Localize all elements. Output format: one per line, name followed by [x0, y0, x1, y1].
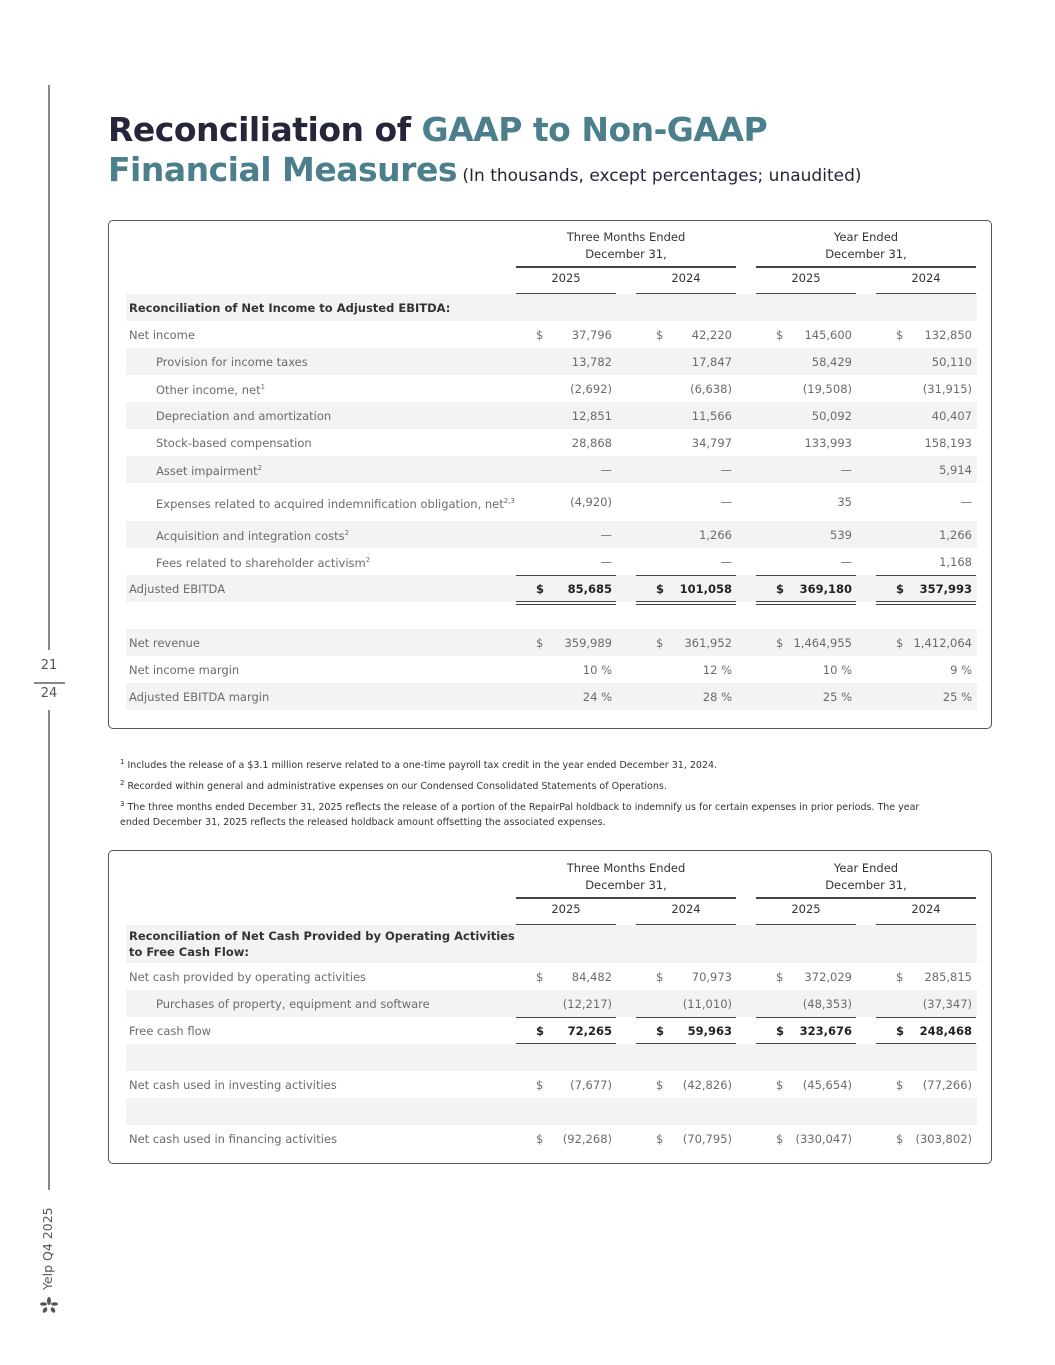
- spacer-row: [126, 602, 977, 629]
- dollar-sign: $: [656, 327, 664, 342]
- cell-value: 323,676: [799, 1023, 852, 1038]
- dollar-sign: $: [776, 635, 784, 650]
- cell-value: 357,993: [919, 581, 972, 596]
- section-header-row: [126, 294, 977, 321]
- value-cell: [756, 521, 856, 548]
- cell-value: 132,850: [924, 327, 972, 342]
- cell-value: —: [600, 554, 612, 569]
- row-label: [126, 525, 516, 544]
- footnote-number: 2: [120, 779, 125, 787]
- table-row: [126, 683, 977, 710]
- footnote-number: 1: [120, 758, 125, 766]
- value-cell: [636, 548, 736, 575]
- value-cell: [516, 1125, 616, 1152]
- value-cell: [756, 402, 856, 429]
- row-label-text: Net cash provided by operating activities: [129, 969, 367, 984]
- cell-value: —: [600, 462, 612, 477]
- cell-value: —: [720, 462, 732, 477]
- table-row: [126, 990, 977, 1017]
- table-row: [126, 656, 977, 683]
- row-label: [126, 1023, 516, 1039]
- cell-value: (92,268): [562, 1131, 612, 1146]
- cell-value: (31,915): [922, 381, 972, 396]
- dollar-sign: $: [536, 969, 544, 984]
- value-cell: [516, 483, 616, 521]
- header-year: 2024: [911, 902, 941, 916]
- footnote-text: The three months ended December 31, 2025 reflects the release of a portion of the RepairPal holdback to indemnify us for certain expenses in prior periods. The year ended December 31, 2025 reflects the released holdback amount offsetting the associated expenses.: [120, 802, 920, 829]
- value-cell: [516, 375, 616, 402]
- header-year: 2025: [791, 271, 821, 285]
- row-label-text: Other income, net: [156, 382, 261, 397]
- value-cell: [636, 1071, 736, 1098]
- row-label-text: Net income margin: [129, 662, 240, 677]
- dollar-sign: $: [896, 1077, 904, 1092]
- free-cash-flow-reconciliation-table: [108, 850, 992, 1164]
- value-cell: [756, 375, 856, 402]
- table-row: [126, 963, 977, 990]
- value-cell: [636, 629, 736, 656]
- header-three-months-line1: Three Months Ended: [566, 861, 686, 875]
- value-cell: [876, 521, 976, 548]
- cell-value: 361,952: [684, 635, 732, 650]
- table-row: [126, 375, 977, 402]
- footnote: [120, 776, 940, 794]
- value-cell: [636, 683, 736, 710]
- cell-value: (77,266): [922, 1077, 972, 1092]
- table-row: [126, 483, 977, 521]
- side-rule-top: [48, 85, 50, 650]
- value-cell: [876, 963, 976, 990]
- brand-label: Yelp Q4 2025: [40, 1207, 55, 1290]
- cell-value: 158,193: [924, 435, 972, 450]
- dollar-sign: $: [536, 635, 544, 650]
- value-cell: [516, 683, 616, 710]
- value-cell: [516, 321, 616, 348]
- footnote-text: Includes the release of a $3.1 million reserve related to a one-time payroll tax credit in the year ended December 31, 2024.: [124, 760, 718, 772]
- cell-value: (12,217): [562, 996, 612, 1011]
- row-label-text: Reconciliation of Net Income to Adjusted EBITDA:: [129, 300, 451, 315]
- value-cell: [756, 990, 856, 1017]
- header-year-ended: [756, 229, 976, 263]
- cell-value: 28,868: [571, 435, 612, 450]
- value-cell: [756, 321, 856, 348]
- cell-value: —: [840, 462, 852, 477]
- cell-value: —: [600, 527, 612, 542]
- cell-value: 85,685: [567, 581, 612, 596]
- value-cell: [516, 402, 616, 429]
- cell-value: 359,989: [564, 635, 612, 650]
- row-label-text: Adjusted EBITDA margin: [129, 689, 270, 704]
- value-cell: [756, 456, 856, 483]
- row-label: [126, 354, 516, 370]
- value-cell: [756, 656, 856, 683]
- row-label-text: Net income: [129, 327, 195, 342]
- cell-value: (303,802): [915, 1131, 972, 1146]
- dollar-sign: $: [896, 635, 904, 650]
- value-cell: [516, 990, 616, 1017]
- cell-value: 1,412,064: [913, 635, 972, 650]
- row-label-text: Asset impairment: [156, 463, 258, 478]
- cell-value: 58,429: [811, 354, 852, 369]
- dollar-sign: $: [896, 327, 904, 342]
- value-cell: [636, 1017, 736, 1047]
- cell-value: 37,796: [571, 327, 612, 342]
- value-cell: [636, 483, 736, 521]
- dollar-sign: $: [896, 1023, 905, 1038]
- group-underline: [756, 897, 976, 899]
- footnote: [120, 755, 940, 773]
- cell-value: 101,058: [679, 581, 732, 596]
- cell-value: (330,047): [795, 1131, 852, 1146]
- cell-value: 42,220: [691, 327, 732, 342]
- cell-value: 50,092: [811, 408, 852, 423]
- cell-value: 539: [830, 527, 852, 542]
- yelp-burst-icon: [40, 1297, 58, 1313]
- cell-value: (19,508): [802, 381, 852, 396]
- ebitda-reconciliation-table: [108, 220, 992, 729]
- value-cell: [876, 629, 976, 656]
- value-cell: [756, 548, 856, 575]
- row-label-text: Fees related to shareholder activism: [156, 555, 366, 570]
- cell-value: (37,347): [922, 996, 972, 1011]
- row-label: [126, 327, 516, 343]
- cell-value: 84,482: [571, 969, 612, 984]
- title-part-1: Reconciliation of: [108, 110, 422, 149]
- section-header-row: [126, 925, 977, 963]
- row-label: [126, 662, 516, 678]
- footnote-ref: 2,3: [503, 496, 515, 505]
- value-cell: [876, 575, 976, 605]
- cell-value: 372,029: [804, 969, 852, 984]
- table-row: [126, 321, 977, 348]
- cell-value: —: [720, 495, 732, 509]
- dollar-sign: $: [656, 1131, 664, 1146]
- value-cell: [876, 1125, 976, 1152]
- dollar-sign: $: [776, 1023, 785, 1038]
- row-label-text: Purchases of property, equipment and software: [156, 996, 430, 1011]
- value-cell: [636, 402, 736, 429]
- row-label-text: Net cash used in financing activities: [129, 1131, 338, 1146]
- table-row: [126, 402, 977, 429]
- row-label: [126, 689, 516, 705]
- cell-value: 11,566: [691, 408, 732, 423]
- value-cell: [876, 1071, 976, 1098]
- cell-value: 24 %: [582, 689, 612, 704]
- table-row: [126, 575, 977, 602]
- side-rule-bottom: [48, 710, 50, 1190]
- value-cell: [756, 1017, 856, 1047]
- header-year: 2025: [551, 902, 581, 916]
- dollar-sign: $: [536, 581, 545, 596]
- value-cell: [636, 990, 736, 1017]
- cell-value: (11,010): [682, 996, 732, 1011]
- cell-value: 25 %: [822, 689, 852, 704]
- value-cell: [516, 548, 616, 575]
- header-year-ended-line2: December 31,: [825, 878, 907, 892]
- cell-value: (45,654): [802, 1077, 852, 1092]
- cell-value: 12 %: [702, 662, 732, 677]
- header-year: 2024: [671, 271, 701, 285]
- value-cell: [756, 683, 856, 710]
- value-cell: [516, 348, 616, 375]
- value-cell: [636, 521, 736, 548]
- row-label: [126, 1131, 516, 1147]
- cell-value: (70,795): [682, 1131, 732, 1146]
- value-cell: [756, 348, 856, 375]
- value-cell: [636, 963, 736, 990]
- value-cell: [876, 348, 976, 375]
- spacer-row: [126, 1044, 977, 1071]
- row-label-text: Free cash flow: [129, 1023, 212, 1038]
- dollar-sign: $: [896, 581, 905, 596]
- table-row: [126, 521, 977, 548]
- cell-value: (6,638): [690, 381, 732, 396]
- value-cell: [756, 429, 856, 456]
- cell-value: (48,353): [802, 996, 852, 1011]
- page-number: 21: [40, 658, 58, 673]
- header-year: 2024: [911, 271, 941, 285]
- row-label-text: Stock-based compensation: [156, 435, 312, 450]
- header-year-ended: [756, 860, 976, 894]
- table-row: [126, 456, 977, 483]
- cell-value: 285,815: [924, 969, 972, 984]
- row-label-text: Expenses related to acquired indemnification obligation, net: [156, 496, 504, 511]
- group-underline: [756, 266, 976, 268]
- cell-value: 59,963: [687, 1023, 732, 1038]
- value-cell: [876, 321, 976, 348]
- value-cell: [516, 456, 616, 483]
- row-label: [126, 635, 516, 651]
- value-cell: [756, 483, 856, 521]
- cell-value: 1,266: [939, 527, 972, 542]
- row-label-text: Acquisition and integration costs: [156, 528, 345, 543]
- cell-value: 34,797: [691, 435, 732, 450]
- title-part-2: GAAP to Non-GAAP: [421, 110, 768, 149]
- row-label: [126, 552, 516, 571]
- value-cell: [636, 656, 736, 683]
- cell-value: 9 %: [950, 662, 972, 677]
- cell-value: 1,168: [939, 554, 972, 569]
- value-cell: [516, 1071, 616, 1098]
- cell-value: 1,266: [699, 527, 732, 542]
- table-row: [126, 1071, 977, 1098]
- table-row: [126, 629, 977, 656]
- table-row: [126, 348, 977, 375]
- header-three-months: [516, 229, 736, 263]
- dollar-sign: $: [776, 969, 784, 984]
- header-three-months-line2: December 31,: [585, 878, 667, 892]
- value-cell: [516, 963, 616, 990]
- cell-value: 25 %: [942, 689, 972, 704]
- dollar-sign: $: [656, 1023, 665, 1038]
- header-year: 2025: [791, 902, 821, 916]
- cell-value: 72,265: [567, 1023, 612, 1038]
- row-label-text: Provision for income taxes: [156, 354, 308, 369]
- value-cell: [516, 521, 616, 548]
- group-underline: [516, 897, 736, 899]
- header-year-ended-line1: Year Ended: [833, 861, 899, 875]
- footnote: [120, 797, 940, 830]
- cell-value: 248,468: [919, 1023, 972, 1038]
- value-cell: [876, 548, 976, 575]
- dollar-sign: $: [656, 581, 665, 596]
- value-cell: [516, 429, 616, 456]
- dollar-sign: $: [776, 581, 785, 596]
- cell-value: 17,847: [691, 354, 732, 369]
- cell-value: 50,110: [931, 354, 972, 369]
- dollar-sign: $: [896, 969, 904, 984]
- footnote-ref: 1: [260, 383, 266, 392]
- value-cell: [876, 429, 976, 456]
- row-label: [126, 408, 516, 424]
- dollar-sign: $: [656, 969, 664, 984]
- value-cell: [516, 629, 616, 656]
- value-cell: [876, 402, 976, 429]
- header-three-months-line2: December 31,: [585, 247, 667, 261]
- value-cell: [636, 575, 736, 605]
- row-label-text: Depreciation and amortization: [156, 408, 332, 423]
- page-separator: [34, 682, 65, 684]
- cell-value: 13,782: [571, 354, 612, 369]
- row-label-text: Net revenue: [129, 635, 200, 650]
- value-cell: [756, 963, 856, 990]
- row-label: [126, 379, 516, 398]
- value-cell: [876, 683, 976, 710]
- cell-value: 35: [837, 495, 852, 509]
- value-cell: [756, 1071, 856, 1098]
- cell-value: (42,826): [682, 1077, 732, 1092]
- value-cell: [876, 656, 976, 683]
- spacer-row: [126, 1098, 977, 1125]
- table-row: [126, 1125, 977, 1152]
- table-row: [126, 429, 977, 456]
- row-label: [126, 969, 516, 985]
- cell-value: (2,692): [570, 381, 612, 396]
- cell-value: 10 %: [582, 662, 612, 677]
- value-cell: [636, 348, 736, 375]
- table-row: [126, 1017, 977, 1044]
- value-cell: [636, 1125, 736, 1152]
- row-label: [126, 460, 516, 479]
- title-subtitle: (In thousands, except percentages; unaudited): [456, 166, 862, 186]
- row-label: [126, 996, 516, 1012]
- value-cell: [636, 375, 736, 402]
- header-three-months: [516, 860, 736, 894]
- value-cell: [636, 321, 736, 348]
- dollar-sign: $: [536, 1131, 544, 1146]
- cell-value: 12,851: [571, 408, 612, 423]
- dollar-sign: $: [656, 1077, 664, 1092]
- title-part-3: Financial Measures: [108, 150, 457, 189]
- header-year-ended-line2: December 31,: [825, 247, 907, 261]
- dollar-sign: $: [776, 1131, 784, 1146]
- row-label: [126, 435, 516, 451]
- footnote-text: Recorded within general and administrative expenses on our Condensed Consolidated Statements of Operations.: [124, 781, 667, 793]
- page-total: 24: [40, 686, 58, 701]
- value-cell: [516, 1017, 616, 1047]
- footnote-number: 3: [120, 800, 125, 808]
- dollar-sign: $: [896, 1131, 904, 1146]
- cell-value: 1,464,955: [793, 635, 852, 650]
- cell-value: 10 %: [822, 662, 852, 677]
- group-underline: [516, 266, 736, 268]
- header-three-months-line1: Three Months Ended: [566, 230, 686, 244]
- dollar-sign: $: [656, 635, 664, 650]
- cell-value: 40,407: [931, 408, 972, 423]
- footnote-ref: 2: [365, 556, 371, 565]
- table-row: [126, 548, 977, 575]
- row-label-text: Adjusted EBITDA: [129, 581, 226, 596]
- header-year: 2025: [551, 271, 581, 285]
- value-cell: [756, 629, 856, 656]
- row-label: [126, 581, 516, 597]
- value-cell: [876, 375, 976, 402]
- page-title: [108, 110, 862, 196]
- cell-value: 145,600: [804, 327, 852, 342]
- row-label-text: Net cash used in investing activities: [129, 1077, 337, 1092]
- cell-value: —: [840, 554, 852, 569]
- dollar-sign: $: [536, 1077, 544, 1092]
- dollar-sign: $: [536, 327, 544, 342]
- header-year: 2024: [671, 902, 701, 916]
- row-label-text: Reconciliation of Net Cash Provided by Operating Activities to Free Cash Flow:: [129, 929, 515, 959]
- cell-value: —: [960, 495, 972, 509]
- cell-value: (4,920): [570, 495, 612, 509]
- value-cell: [876, 990, 976, 1017]
- dollar-sign: $: [776, 1077, 784, 1092]
- value-cell: [636, 456, 736, 483]
- value-cell: [516, 575, 616, 605]
- cell-value: 5,914: [939, 462, 972, 477]
- value-cell: [756, 1125, 856, 1152]
- value-cell: [876, 483, 976, 521]
- row-label: [126, 300, 516, 316]
- value-cell: [876, 456, 976, 483]
- header-year-ended-line1: Year Ended: [833, 230, 899, 244]
- cell-value: (7,677): [570, 1077, 612, 1092]
- row-label: [126, 493, 516, 512]
- value-cell: [756, 575, 856, 605]
- cell-value: 133,993: [804, 435, 852, 450]
- row-label: [126, 928, 516, 960]
- row-label: [126, 1077, 516, 1093]
- cell-value: 28 %: [702, 689, 732, 704]
- cell-value: 369,180: [799, 581, 852, 596]
- cell-value: 70,973: [691, 969, 732, 984]
- footnote-ref: 2: [344, 529, 350, 538]
- dollar-sign: $: [536, 1023, 545, 1038]
- value-cell: [516, 656, 616, 683]
- value-cell: [876, 1017, 976, 1047]
- cell-value: —: [720, 554, 732, 569]
- value-cell: [636, 429, 736, 456]
- dollar-sign: $: [776, 327, 784, 342]
- footnote-ref: 2: [257, 464, 263, 473]
